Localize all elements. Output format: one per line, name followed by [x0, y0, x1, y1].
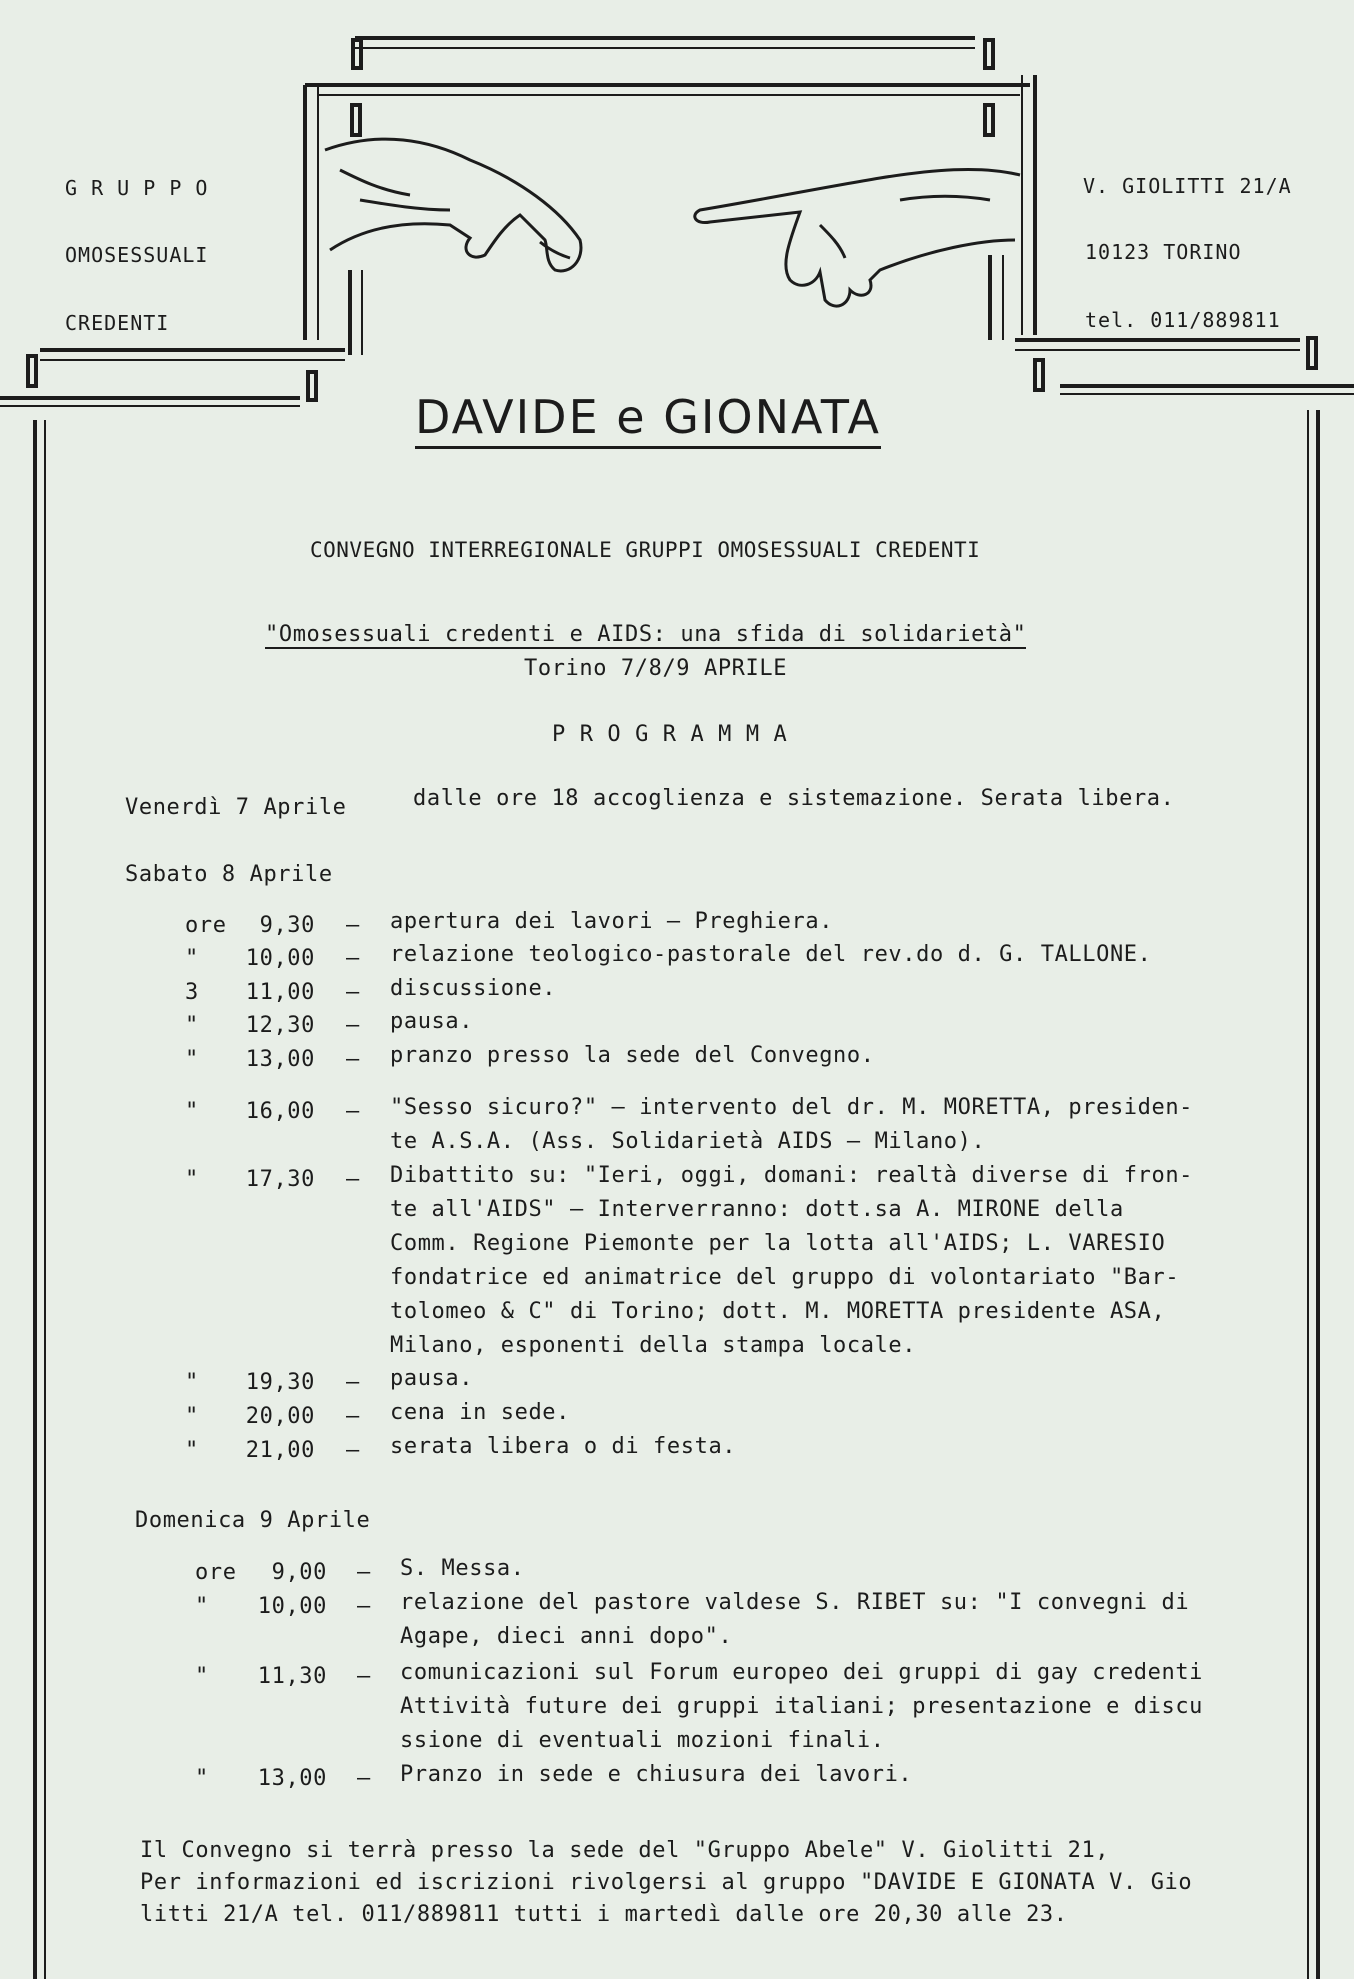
schedule-dash: – [357, 1560, 371, 1585]
schedule-text: comunicazioni sul Forum europeo dei gruppi di gay credenti [400, 1660, 1204, 1685]
group-name-line-1: G R U P P O [65, 176, 209, 200]
schedule-text: serata libera o di festa. [390, 1434, 737, 1459]
schedule-time: 10,00 [257, 1594, 327, 1619]
schedule-text: Comm. Regione Piemonte per la lotta all'AIDS; L. VARESIO [390, 1231, 1166, 1256]
schedule-dash: – [346, 1013, 360, 1038]
schedule-mark: " [185, 1047, 199, 1072]
schedule-text: te A.S.A. (Ass. Solidarietà AIDS – Milano). [390, 1129, 986, 1154]
schedule-time: 21,00 [245, 1438, 315, 1463]
schedule-text: Milano, esponenti della stampa locale. [390, 1333, 917, 1358]
schedule-dash: – [346, 1047, 360, 1072]
schedule-time: 11,00 [245, 980, 315, 1005]
phone-line: tel. 011/889811 [1085, 308, 1281, 332]
schedule-text: ssione di eventuali mozioni finali. [400, 1728, 885, 1753]
schedule-text: relazione del pastore valdese S. RIBET su: "I convegni di [400, 1590, 1190, 1615]
schedule-mark: ore [185, 913, 227, 938]
convegno-heading: CONVEGNO INTERREGIONALE GRUPPI OMOSESSUALI CREDENTI [310, 538, 981, 562]
schedule-text: "Sesso sicuro?" – intervento del dr. M. MORETTA, presiden- [390, 1095, 1194, 1120]
schedule-text: discussione. [390, 976, 557, 1001]
schedule-text: pranzo presso la sede del Convegno. [390, 1043, 875, 1068]
schedule-text: Agape, dieci anni dopo". [400, 1624, 733, 1649]
schedule-text: tolomeo & C" di Torino; dott. M. MORETTA presidente ASA, [390, 1299, 1166, 1324]
schedule-time: 11,30 [257, 1664, 327, 1689]
schedule-mark: 3 [185, 980, 199, 1005]
schedule-dash: – [346, 1404, 360, 1429]
schedule-mark: " [185, 1404, 199, 1429]
schedule-text: Pranzo in sede e chiusura dei lavori. [400, 1762, 913, 1787]
friday-text: dalle ore 18 accoglienza e sistemazione. Serata libera. [413, 786, 1175, 811]
schedule-mark: ore [195, 1560, 237, 1585]
schedule-mark: " [195, 1766, 209, 1791]
schedule-text: Dibattito su: "Ieri, oggi, domani: realtà diverse di fron- [390, 1163, 1194, 1188]
footer-line-1: Il Convegno si terrà presso la sede del "Gruppo Abele" V. Giolitti 21, [140, 1838, 1110, 1863]
schedule-dash: – [346, 1438, 360, 1463]
programma-heading: P R O G R A M M A [552, 722, 788, 747]
schedule-mark: " [195, 1664, 209, 1689]
schedule-time: 9,30 [259, 913, 315, 938]
schedule-dash: – [346, 1099, 360, 1124]
friday-day: Venerdì 7 Aprile [125, 795, 347, 820]
hands-illustration [325, 139, 1020, 306]
schedule-mark: " [195, 1594, 209, 1619]
schedule-text: cena in sede. [390, 1400, 570, 1425]
schedule-time: 13,00 [245, 1047, 315, 1072]
schedule-dash: – [346, 980, 360, 1005]
schedule-dash: – [357, 1664, 371, 1689]
schedule-time: 19,30 [245, 1370, 315, 1395]
schedule-mark: " [185, 1438, 199, 1463]
schedule-dash: – [357, 1766, 371, 1791]
schedule-time: 17,30 [245, 1167, 315, 1192]
city-line: 10123 TORINO [1085, 240, 1242, 264]
schedule-text: Attività future dei gruppi italiani; presentazione e discu [400, 1694, 1204, 1719]
schedule-dash: – [346, 1370, 360, 1395]
schedule-text: S. Messa. [400, 1556, 525, 1581]
schedule-text: pausa. [390, 1009, 474, 1034]
group-name-line-3: CREDENTI [65, 311, 170, 335]
schedule-time: 9,00 [271, 1560, 327, 1585]
schedule-dash: – [346, 913, 360, 938]
convegno-dates: Torino 7/8/9 APRILE [524, 656, 788, 681]
schedule-mark: " [185, 1013, 199, 1038]
schedule-text: relazione teologico-pastorale del rev.do d. G. TALLONE. [390, 942, 1152, 967]
saturday-day: Sabato 8 Aprile [125, 862, 333, 887]
schedule-text: apertura dei lavori – Preghiera. [390, 909, 834, 934]
schedule-mark: " [185, 946, 199, 971]
schedule-text: te all'AIDS" – Interverranno: dott.sa A. MIRONE della [390, 1197, 1124, 1222]
convegno-subtitle: "Omosessuali credenti e AIDS: una sfida di solidarietà" [265, 622, 1027, 647]
schedule-time: 12,30 [245, 1013, 315, 1038]
schedule-time: 20,00 [245, 1404, 315, 1429]
schedule-text: pausa. [390, 1366, 474, 1391]
footer-line-3: litti 21/A tel. 011/889811 tutti i martedì dalle ore 20,30 alle 23. [140, 1902, 1068, 1927]
schedule-dash: – [346, 946, 360, 971]
schedule-mark: " [185, 1370, 199, 1395]
schedule-dash: – [357, 1594, 371, 1619]
schedule-time: 16,00 [245, 1099, 315, 1124]
schedule-time: 10,00 [245, 946, 315, 971]
schedule-mark: " [185, 1099, 199, 1124]
page-title: DAVIDE e GIONATA [415, 390, 881, 449]
schedule-time: 13,00 [257, 1766, 327, 1791]
schedule-mark: " [185, 1167, 199, 1192]
schedule-dash: – [346, 1167, 360, 1192]
sunday-day: Domenica 9 Aprile [135, 1508, 371, 1533]
footer-line-2: Per informazioni ed iscrizioni rivolgersi al gruppo "DAVIDE E GIONATA V. Gio [140, 1870, 1193, 1895]
schedule-text: fondatrice ed animatrice del gruppo di volontariato "Bar- [390, 1265, 1180, 1290]
group-name-line-2: OMOSESSUALI [65, 243, 209, 267]
address-line: V. GIOLITTI 21/A [1083, 174, 1292, 198]
